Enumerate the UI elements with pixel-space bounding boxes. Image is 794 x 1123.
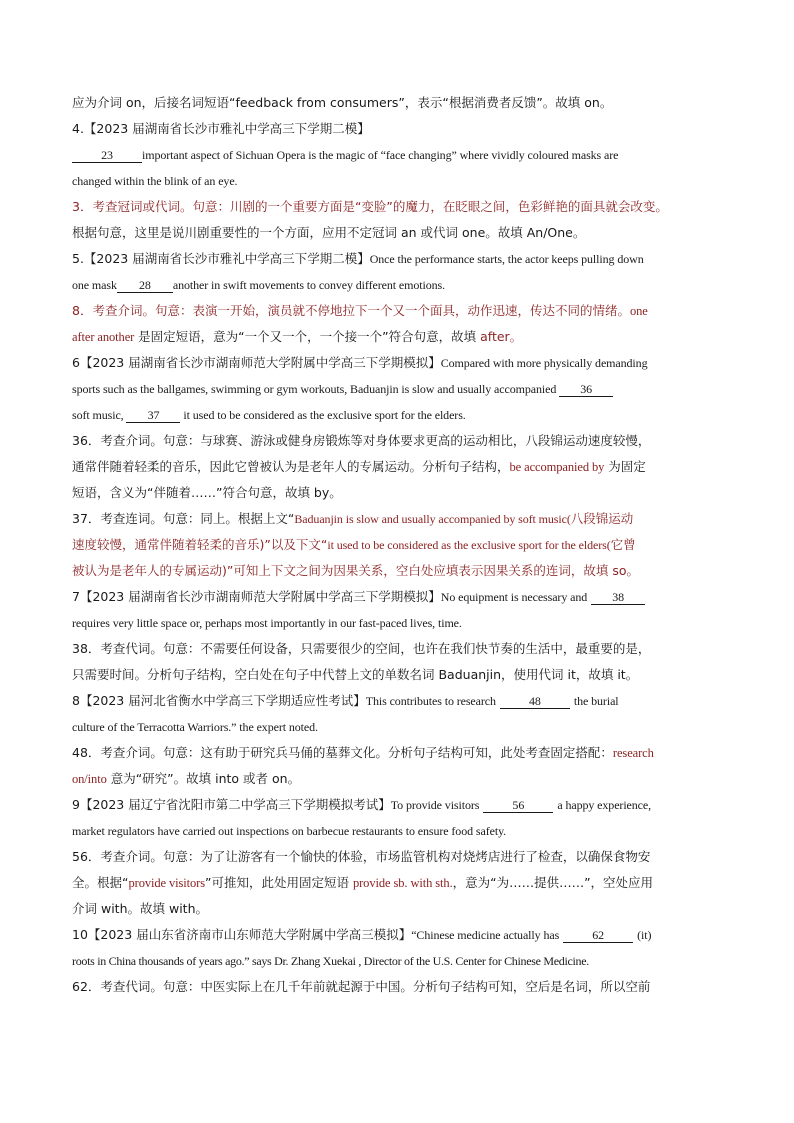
explanation-line: 56．考查介词。句意：为了让游客有一个愉快的体验，市场监管机构对烧烤店进行了检查，以确保食物安 [72, 849, 651, 864]
explanation-line: 38．考查代词。句意：不需要任何设备，只需要很少的空间，也许在我们快节奏的生活中，最重要的是， [72, 641, 651, 656]
explanation-line: 8．考查介词。句意：表演一开始，演员就不停地拉下一个又一个面具，动作迅速，传达不同的情绪。one [72, 303, 648, 318]
document-body [72, 90, 734, 1000]
explanation-line: 3．考查冠词或代词。句意：川剧的一个重要方面是“变脸”的魔力，在眨眼之间，色彩鲜艳的面具就会改变。 [72, 199, 668, 214]
question-header: 7【2023 届湖南省长沙市湖南师范大学附属中学高三下学期模拟】No equipment is necessary and 38 [72, 584, 734, 610]
answer-blank: 23 [72, 148, 142, 163]
question-text: soft music, 37 it used to be considered as the exclusive sport for the elders. [72, 408, 466, 422]
question-text: one mask 28 another in swift movements to convey different emotions. [72, 278, 445, 292]
explanation-line: 通常伴随着轻柔的音乐，因此它曾被认为是老年人的专属运动。分析句子结构，be accompanied by 为固定 [72, 459, 646, 474]
question-text: culture of the Terracotta Warriors.” the expert noted. [72, 720, 318, 734]
question-header: 8【2023 届河北省衡水中学高三下学期适应性考试】This contributes to research 48 the burial [72, 693, 619, 708]
explanation-line: 36．考查介词。句意：与球赛、游泳或健身房锻炼等对身体要求更高的运动相比，八段锦运动速度较慢， [72, 433, 651, 448]
question-text: roots in China thousands of years ago.” says Dr. Zhang Xuekai , Director of the U.S. Center for Chinese Medicine. [72, 954, 589, 968]
question-header: 4.【2023 届湖南省长沙市雅礼中学高三下学期二模】 [72, 121, 370, 136]
explanation-line: 全。根据“provide visitors”可推知，此处用固定短语 provide sb. with sth.，意为“为……提供……”，空处应用 [72, 875, 654, 890]
question-text: changed within the blink of an eye. [72, 174, 238, 188]
answer-blank: 36 [559, 382, 613, 397]
question-text: market regulators have carried out inspections on barbecue restaurants to ensure food safety. [72, 824, 507, 838]
question-text: 23 important aspect of Sichuan Opera is the magic of “face changing” where vividly coloured masks are [72, 142, 734, 168]
answer-blank: 38 [591, 590, 645, 605]
explanation-line: on/into 意为“研究”。故填 into 或者 on。 [72, 771, 301, 786]
explanation-line: after another 是固定短语，意为“一个又一个，一个接一个”符合句意，故填 after。 [72, 329, 523, 344]
question-header: 10【2023 届山东省济南市山东师范大学附属中学高三模拟】“Chinese medicine actually has 62 (it) [72, 927, 652, 942]
explanation-line: 37．考查连词。句意：同上。根据上文“Baduanjin is slow and usually accompanied by soft music(八段锦运动 [72, 511, 634, 526]
question-header: 5.【2023 届湖南省长沙市雅礼中学高三下学期二模】Once the performance starts, the actor keeps pulling down [72, 251, 644, 266]
answer-blank: 56 [483, 798, 553, 813]
explanation-line: 根据句意，这里是说川剧重要性的一个方面，应用不定冠词 an 或代词 one。故填 An/One。 [72, 225, 586, 240]
question-text: sports such as the ballgames, swimming or gym workouts, Baduanjin is slow and usually accompanied 36 [72, 376, 734, 402]
explanation-line: 只需要时间。分析句子结构，空白处在句子中代替上文的单数名词 Baduanjin，使用代词 it，故填 it。 [72, 667, 639, 682]
answer-blank: 48 [500, 694, 570, 709]
explanation-line: 48．考查介词。句意：这有助于研究兵马俑的墓葬文化。分析句子结构可知，此处考查固定搭配：research [72, 745, 654, 760]
explanation-line: 短语，含义为“伴随着……”符合句意，故填 by。 [72, 485, 342, 500]
explanation-line: 速度较慢，通常伴随着轻柔的音乐)”以及下文“it used to be considered as the exclusive sport for the elders(它曾 [72, 537, 636, 552]
answer-blank: 28 [117, 278, 173, 293]
explanation-line: 62．考查代词。句意：中医实际上在几千年前就起源于中国。分析句子结构可知，空后是名词，所以空前 [72, 979, 651, 994]
explanation-line: 被认为是老年人的专属运动)”可知上下文之间为因果关系，空白处应填表示因果关系的连词，故填 so。 [72, 563, 639, 578]
text-line: 应为介词 on，后接名词短语“feedback from consumers”，表示“根据消费者反馈”。故填 on。 [72, 95, 613, 110]
answer-blank: 37 [126, 408, 180, 423]
answer-blank: 62 [563, 928, 633, 943]
question-text: requires very little space or, perhaps most importantly in our fast-paced lives, time. [72, 616, 462, 630]
question-header: 9【2023 届辽宁省沈阳市第二中学高三下学期模拟考试】To provide visitors 56 a happy experience, [72, 797, 652, 812]
question-header: 6【2023 届湖南省长沙市湖南师范大学附属中学高三下学期模拟】Compared with more physically demanding [72, 355, 648, 370]
explanation-line: 介词 with。故填 with。 [72, 901, 208, 916]
